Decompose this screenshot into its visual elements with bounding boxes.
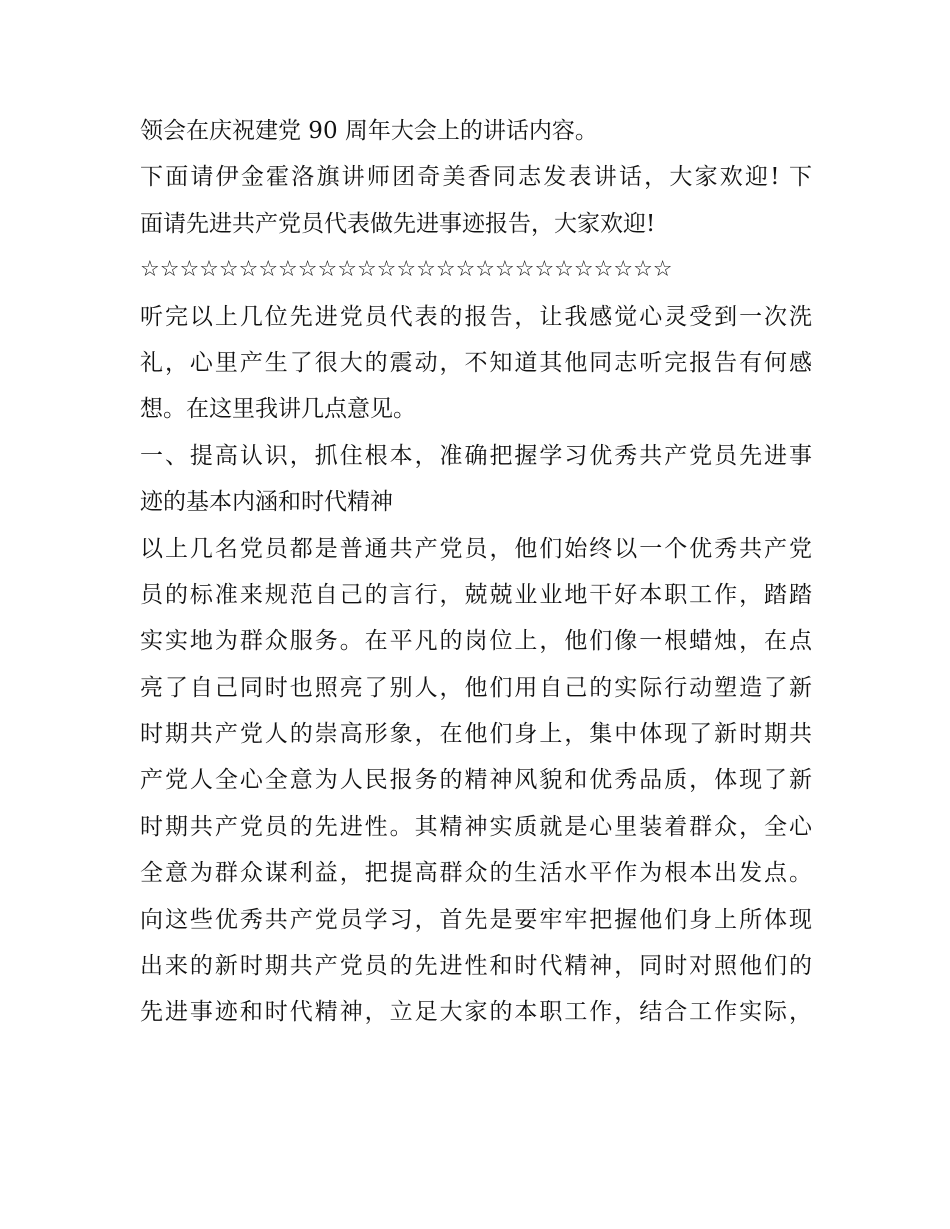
text-line-1: 领会在庆祝建党 90 周年大会上的讲话内容。 — [140, 118, 598, 144]
section-heading-line-1: 一、提高认识，抓住根本，准确把握学习优秀共产党员先进事 — [140, 442, 812, 469]
text-line-5: 听完以上几位先进党员代表的报告，让我感觉心灵受到一次洗 — [140, 303, 812, 330]
text-line-18: 向这些优秀共产党员学习，首先是要牢牢把握他们身上所体现 — [140, 906, 812, 933]
text-line-2: 下面请伊金霍洛旗讲师团奇美香同志发表讲话，大家欢迎! 下 — [140, 164, 812, 191]
text-line-7: 想。在这里我讲几点意见。 — [140, 396, 416, 423]
text-line-11: 员的标准来规范自己的言行，兢兢业业地干好本职工作，踏踏 — [140, 581, 812, 608]
text-line-6: 礼，心里产生了很大的震动，不知道其他同志听完报告有何感 — [140, 349, 812, 376]
text-line-16: 时期共产党员的先进性。其精神实质就是心里装着群众，全心 — [140, 813, 812, 840]
text-line-12: 实实地为群众服务。在平凡的岗位上，他们像一根蜡烛，在点 — [140, 628, 812, 655]
text-line-15: 产党人全心全意为人民报务的精神风貌和优秀品质，体现了新 — [140, 767, 812, 794]
text-line-17: 全意为群众谋利益，把提高群众的生活水平作为根本出发点。 — [140, 860, 812, 887]
text-line-3: 面请先进共产党员代表做先进事迹报告，大家欢迎! — [140, 210, 656, 237]
text-line-19: 出来的新时期共产党员的先进性和时代精神，同时对照他们的 — [140, 953, 812, 980]
text-line-20: 先进事迹和时代精神，立足大家的本职工作，结合工作实际， — [140, 999, 812, 1026]
text-line-10: 以上几名党员都是普通共产党员，他们始终以一个优秀共产党 — [140, 535, 812, 562]
document-body — [140, 108, 812, 1036]
text-line-14: 时期共产党人的崇高形象，在他们身上，集中体现了新时期共 — [140, 721, 812, 748]
text-line-13: 亮了自己同时也照亮了别人，他们用自己的实际行动塑造了新 — [140, 674, 812, 701]
section-heading-line-2: 迹的基本内涵和时代精神 — [140, 489, 393, 516]
star-divider: ☆☆☆☆☆☆☆☆☆☆☆☆☆☆☆☆☆☆☆☆☆☆☆☆☆☆☆ — [140, 257, 673, 283]
